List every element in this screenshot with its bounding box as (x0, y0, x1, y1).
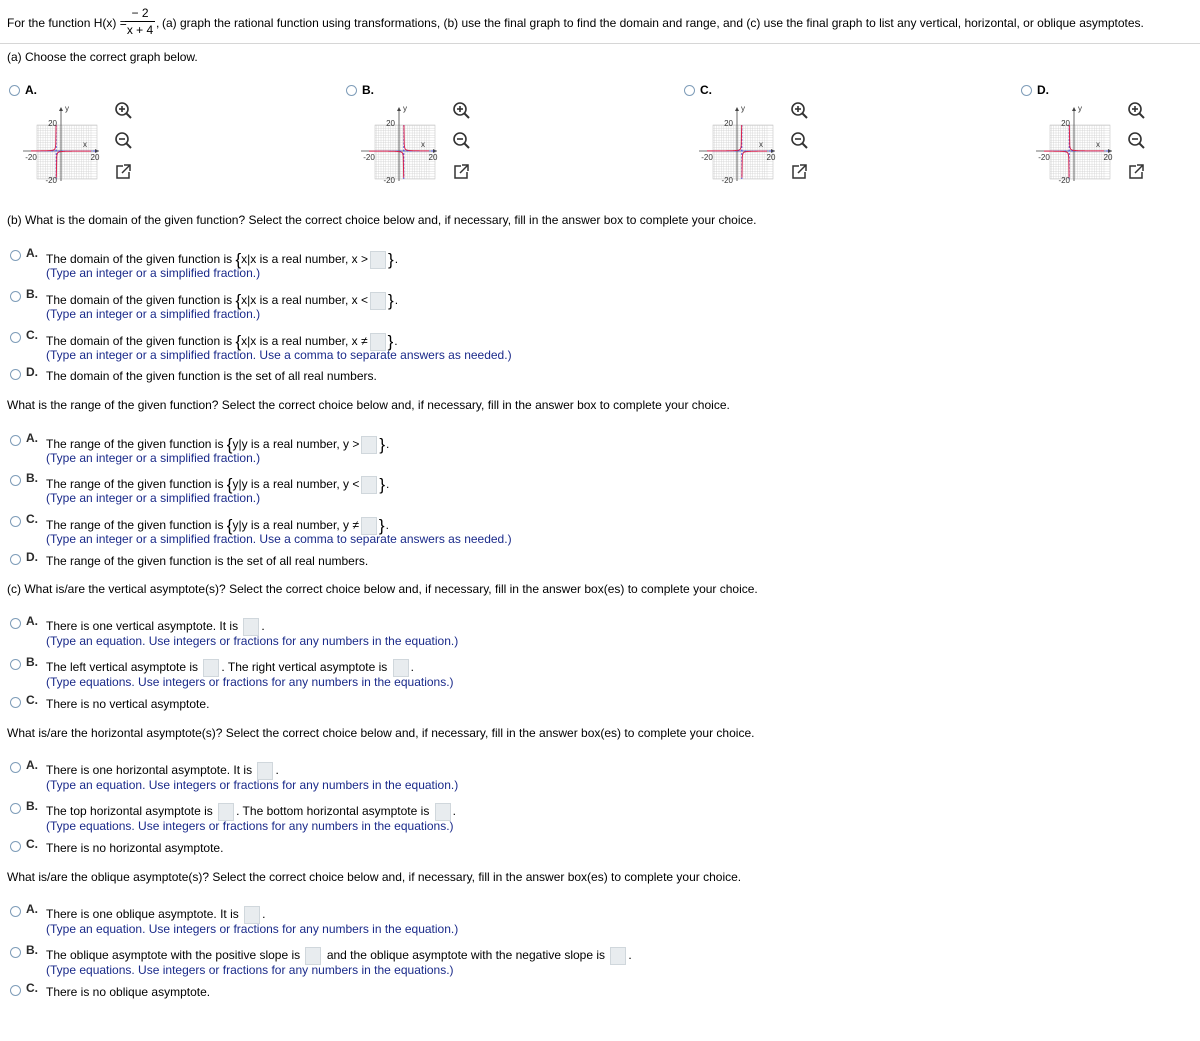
x-min-label: -20 (25, 153, 37, 162)
zoom-out-icon[interactable] (790, 131, 808, 149)
choice-pre: The domain of the given function is (46, 252, 233, 266)
choice-hint: (Type an equation. Use integers or fractions for any numbers in the equation.) (46, 778, 459, 792)
brace-close: } (379, 435, 386, 454)
period: . (394, 334, 398, 348)
choice-hint: (Type an integer or a simplified fraction.) (46, 307, 261, 321)
popout-icon[interactable] (452, 163, 470, 181)
choice-text: There is no oblique asymptote. (46, 985, 211, 999)
radio-vertical-c[interactable] (10, 697, 21, 708)
vertical-asymptote-prompt: (c) What is/are the vertical asymptote(s)? Select the correct choice below and, if necessary, fill in the answer box(es) to complete your choice. (7, 582, 758, 596)
answer-box[interactable] (370, 251, 386, 269)
y-min-label: -20 (45, 176, 57, 183)
choice-hint: (Type an integer or a simplified fraction. Use a comma to separate answers as needed.) (46, 532, 512, 546)
choice-hint: (Type an equation. Use integers or fractions for any numbers in the equation.) (46, 634, 459, 648)
answer-box[interactable] (361, 476, 377, 494)
choice-hint: (Type equations. Use integers or fractions for any numbers in the equations.) (46, 819, 454, 833)
radio-range-a[interactable] (10, 435, 21, 446)
brace-open: { (235, 291, 242, 310)
radio-graph-b[interactable] (346, 85, 357, 96)
period: . (262, 907, 266, 922)
function-label: For the function H(x) = (7, 16, 127, 30)
set-builder: x|x is a real number, x < (241, 293, 368, 307)
popout-icon[interactable] (114, 163, 132, 181)
radio-domain-a[interactable] (10, 250, 21, 261)
zoom-out-icon[interactable] (1127, 131, 1145, 149)
radio-domain-c[interactable] (10, 332, 21, 343)
graph-d (1034, 103, 1114, 183)
x-axis-label: x (83, 140, 87, 149)
problem-statement (7, 6, 1197, 40)
choice-pre: There is one vertical asymptote. It is (46, 619, 239, 634)
radio-horizontal-c[interactable] (10, 841, 21, 852)
choice-pre: There is one oblique asymptote. It is (46, 907, 239, 922)
choice-pre: The oblique asymptote with the positive slope is (46, 948, 301, 963)
radio-graph-a[interactable] (9, 85, 20, 96)
brace-open: { (226, 435, 233, 454)
choice-mid: . The right vertical asymptote is (221, 660, 388, 675)
y-min-label: -20 (383, 176, 395, 183)
y-axis-label: y (65, 104, 69, 113)
choice-letter: A. (26, 902, 38, 916)
range-prompt: What is the range of the given function? Select the correct choice below and, if necessary, fill in the answer box to complete your choice. (7, 398, 730, 412)
choice-letter: C. (26, 837, 38, 851)
graph-option-letter: C. (700, 83, 712, 97)
y-min-label: -20 (721, 176, 733, 183)
period: . (386, 477, 390, 491)
radio-domain-d[interactable] (10, 369, 21, 380)
radio-oblique-c[interactable] (10, 985, 21, 996)
y-max-label: 20 (386, 119, 395, 128)
choice-letter: A. (26, 246, 38, 260)
part-a-prompt: (a) Choose the correct graph below. (7, 50, 198, 64)
period: . (628, 948, 632, 963)
x-min-label: -20 (363, 153, 375, 162)
period: . (275, 763, 279, 778)
period: . (394, 293, 399, 307)
choice-hint: (Type an integer or a simplified fraction.) (46, 491, 261, 505)
domain-prompt: (b) What is the domain of the given function? Select the correct choice below and, if necessary, fill in the answer box to complete your choice. (7, 213, 757, 227)
horizontal-asymptote-prompt: What is/are the horizontal asymptote(s)? Select the correct choice below and, if necessary, fill in the answer box(es) to complete your choice. (7, 726, 755, 740)
divider (0, 43, 1200, 44)
brace-close: } (378, 516, 385, 535)
fraction-denominator: x + 4 (126, 23, 154, 37)
choice-hint: (Type equations. Use integers or fractions for any numbers in the equations.) (46, 963, 454, 977)
choice-hint: (Type an integer or a simplified fraction. Use a comma to separate answers as needed.) (46, 348, 512, 362)
brace-close: } (388, 291, 394, 310)
y-max-label: 20 (1061, 119, 1070, 128)
y-min-label: -20 (1058, 176, 1070, 183)
choice-letter: D. (26, 365, 38, 379)
comma: , (156, 16, 160, 30)
radio-vertical-b[interactable] (10, 659, 21, 670)
set-builder: y|y is a real number, y > (232, 437, 360, 451)
choice-text: The range of the given function is the set of all real numbers. (46, 554, 369, 568)
choice-pre: There is one horizontal asymptote. It is (46, 763, 253, 778)
choice-letter: C. (26, 981, 38, 995)
set-builder: y|y is a real number, y < (232, 477, 360, 491)
graph-option-letter: A. (25, 83, 37, 97)
period: . (261, 619, 265, 634)
fraction-numerator: − 2 (131, 6, 149, 20)
choice-letter: A. (26, 614, 38, 628)
radio-range-d[interactable] (10, 554, 21, 565)
graph-c (697, 103, 777, 183)
graph-option-letter: B. (362, 83, 374, 97)
choice-letter: B. (26, 943, 38, 957)
y-axis-label: y (1078, 104, 1082, 113)
radio-graph-c[interactable] (684, 85, 695, 96)
choice-text: The domain of the given function is the set of all real numbers. (46, 369, 377, 383)
choice-mid: and the oblique asymptote with the negative slope is (326, 948, 606, 963)
choice-pre: The top horizontal asymptote is (46, 804, 213, 819)
choice-pre: The domain of the given function is (46, 293, 233, 307)
period: . (452, 804, 457, 819)
period: . (385, 518, 389, 532)
choice-hint: (Type equations. Use integers or fractions for any numbers in the equations.) (46, 675, 454, 689)
choice-pre: The range of the given function is (46, 518, 224, 532)
choice-hint: (Type an equation. Use integers or fractions for any numbers in the equation.) (46, 922, 459, 936)
graph-a (21, 103, 101, 183)
choice-letter: B. (26, 287, 38, 301)
answer-box[interactable] (610, 947, 626, 965)
choice-letter: A. (26, 758, 38, 772)
choice-letter: B. (26, 799, 38, 813)
choice-pre: The range of the given function is (46, 477, 224, 491)
radio-range-c[interactable] (10, 516, 21, 527)
answer-box[interactable] (370, 292, 386, 310)
y-axis-arrow (59, 107, 63, 111)
popout-icon[interactable] (790, 163, 808, 181)
brace-open: { (235, 250, 242, 269)
choice-letter: C. (26, 693, 38, 707)
radio-horizontal-b[interactable] (10, 803, 21, 814)
y-max-label: 20 (724, 119, 733, 128)
oblique-asymptote-prompt: What is/are the oblique asymptote(s)? Select the correct choice below and, if necessary, fill in the answer box(es) to complete your choice. (7, 870, 742, 884)
x-min-label: -20 (1038, 153, 1050, 162)
period: . (410, 660, 414, 675)
brace-close: } (379, 475, 386, 494)
choice-pre: The range of the given function is (46, 437, 224, 451)
x-max-label: 20 (1103, 153, 1113, 162)
x-axis-label: x (759, 140, 763, 149)
y-axis-label: y (403, 104, 407, 113)
zoom-in-icon[interactable] (452, 101, 470, 119)
zoom-in-icon[interactable] (114, 101, 132, 119)
x-max-label: 20 (766, 153, 776, 162)
brace-open: { (226, 516, 233, 535)
radio-oblique-b[interactable] (10, 947, 21, 958)
choice-mid: . The bottom horizontal asymptote is (236, 804, 430, 819)
choice-letter: C. (26, 328, 38, 342)
choice-text: There is no horizontal asymptote. (46, 841, 224, 855)
x-max-label: 20 (428, 153, 438, 162)
x-axis-label: x (1096, 140, 1100, 149)
y-axis-arrow (735, 107, 739, 111)
choice-pre: The left vertical asymptote is (46, 660, 199, 675)
function-fraction (125, 6, 155, 37)
set-builder: x|x is a real number, x > (241, 252, 368, 266)
problem-instructions: (a) graph the rational function using transformations, (b) use the final graph to find the domain and range, and (c) use the final graph to list any vertical, horizontal, or oblique asymptotes. (162, 16, 1144, 30)
graph-b (359, 103, 439, 183)
x-max-label: 20 (90, 153, 100, 162)
radio-graph-d[interactable] (1021, 85, 1032, 96)
y-axis-arrow (1072, 107, 1076, 111)
period: . (386, 437, 390, 451)
radio-horizontal-a[interactable] (10, 762, 21, 773)
zoom-in-icon[interactable] (790, 101, 808, 119)
brace-close: } (388, 250, 394, 269)
graph-option-letter: D. (1037, 83, 1049, 97)
choice-letter: D. (26, 550, 38, 564)
zoom-in-icon[interactable] (1127, 101, 1145, 119)
x-min-label: -20 (701, 153, 713, 162)
set-builder: x|x is a real number, x ≠ (241, 334, 368, 348)
zoom-out-icon[interactable] (452, 131, 470, 149)
radio-oblique-a[interactable] (10, 906, 21, 917)
radio-domain-b[interactable] (10, 291, 21, 302)
choice-text: There is no vertical asymptote. (46, 697, 210, 711)
x-axis-label: x (421, 140, 425, 149)
choice-letter: C. (26, 512, 38, 526)
popout-icon[interactable] (1127, 163, 1145, 181)
radio-vertical-a[interactable] (10, 618, 21, 629)
choice-hint: (Type an integer or a simplified fraction.) (46, 451, 261, 465)
radio-range-b[interactable] (10, 475, 21, 486)
brace-close: } (387, 332, 394, 351)
y-max-label: 20 (48, 119, 57, 128)
zoom-out-icon[interactable] (114, 131, 132, 149)
period: . (394, 252, 399, 266)
choice-letter: A. (26, 431, 38, 445)
y-axis-arrow (397, 107, 401, 111)
choice-pre: The domain of the given function is (46, 334, 233, 348)
choice-letter: B. (26, 471, 38, 485)
set-builder: y|y is a real number, y ≠ (232, 518, 359, 532)
choice-letter: B. (26, 655, 38, 669)
y-axis-label: y (741, 104, 745, 113)
brace-open: { (235, 332, 242, 351)
brace-open: { (226, 475, 233, 494)
choice-hint: (Type an integer or a simplified fraction.) (46, 266, 261, 280)
answer-box[interactable] (361, 436, 377, 454)
